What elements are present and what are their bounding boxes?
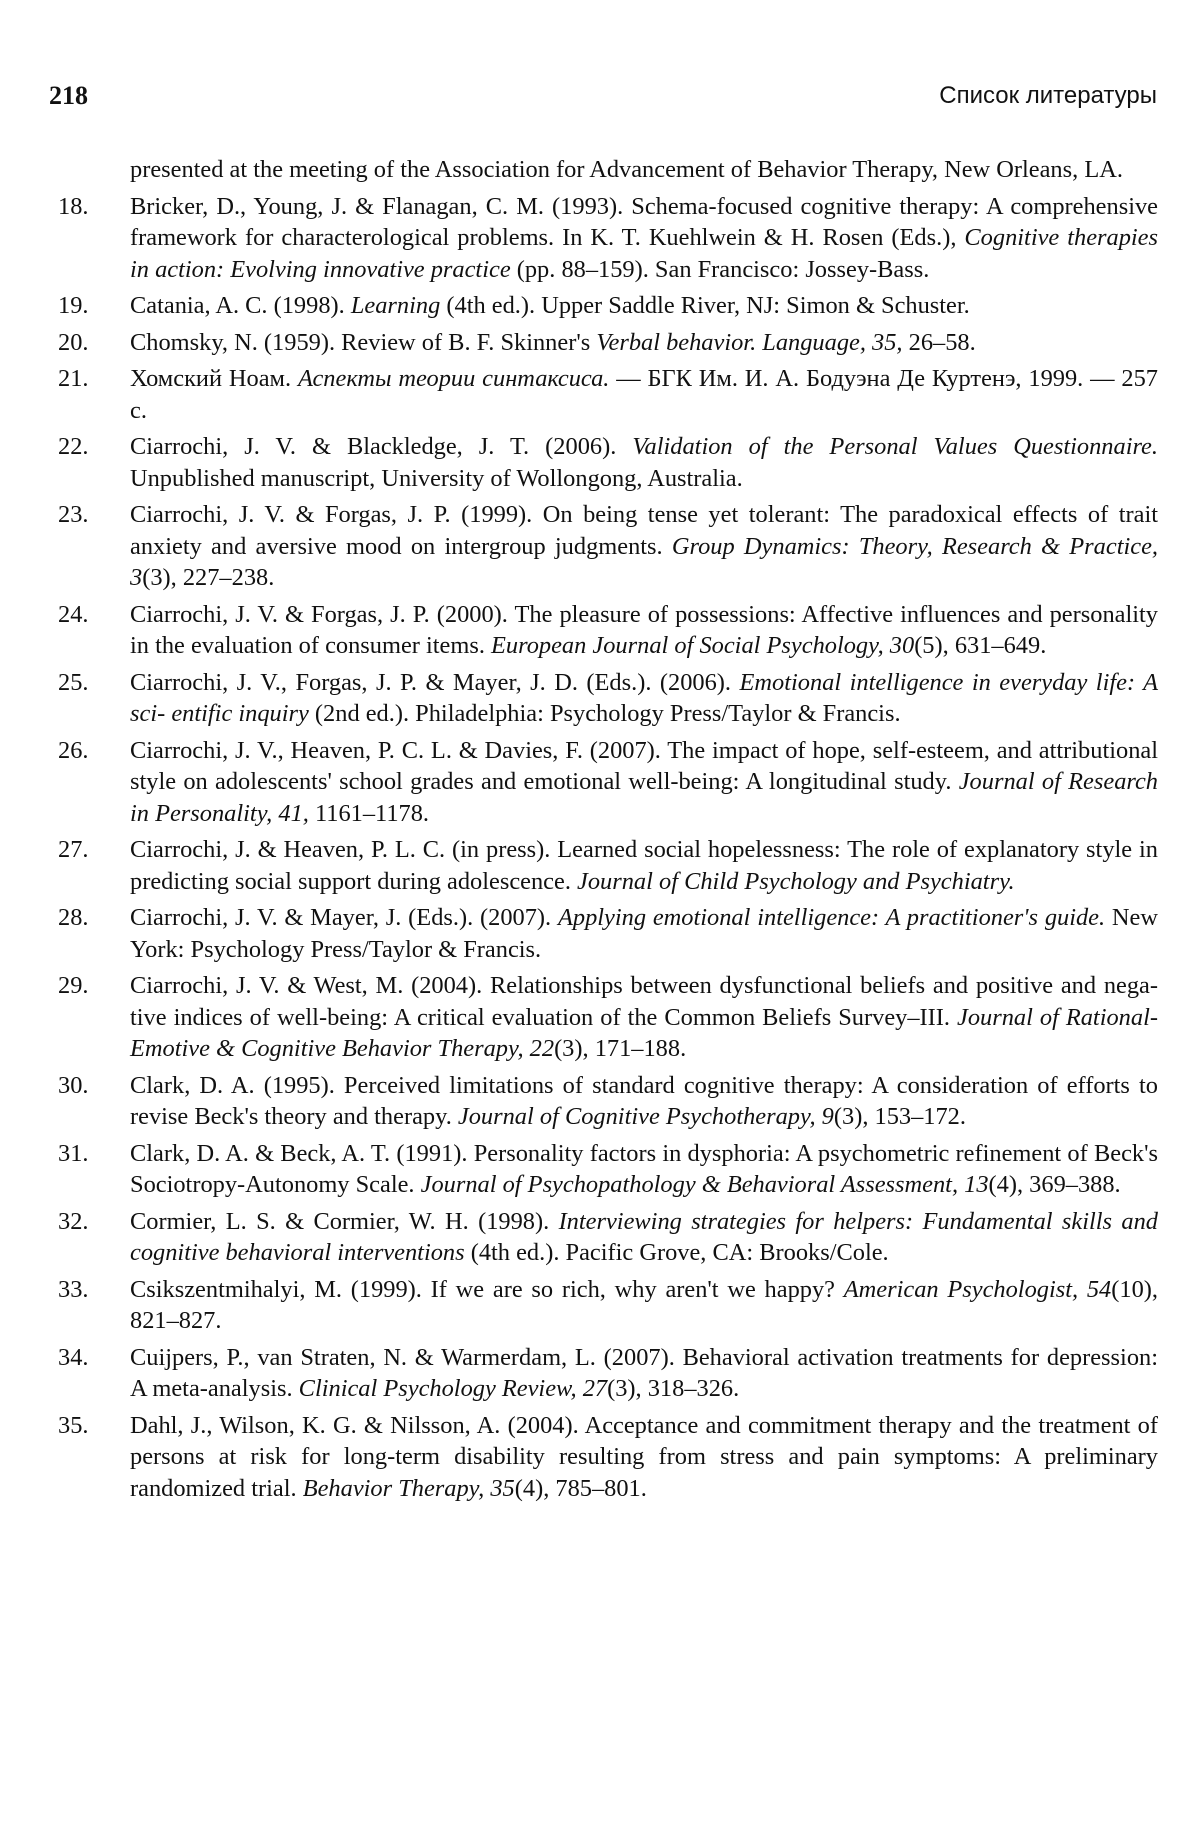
reference-text: (4th ed.). Pacific Grove, CA: Brooks/Cole. — [464, 1239, 889, 1266]
reference-item — [58, 1274, 1158, 1337]
reference-number: 35. — [58, 1411, 89, 1439]
reference-text: (10), 821–827. — [130, 1275, 1158, 1334]
reference-item — [58, 191, 1158, 286]
page-number: 218 — [49, 81, 88, 110]
reference-text: Chomsky, N. (1959). Review of B. F. Skinner's — [130, 328, 597, 356]
reference-item — [58, 667, 1158, 730]
reference-number: 24. — [58, 600, 89, 628]
reference-item — [58, 1206, 1158, 1269]
running-head: Список литературы — [939, 82, 1157, 109]
reference-text: (2nd ed.). Philadelphia: Psychology Press/Taylor & Francis. — [308, 700, 901, 727]
reference-text: (4), 369–388. — [988, 1171, 1121, 1198]
reference-item — [58, 1070, 1158, 1133]
reference-number: 31. — [58, 1139, 89, 1167]
reference-italic-text: Behavior Therapy, 35 — [302, 1474, 515, 1502]
reference-item — [58, 290, 1158, 322]
reference-item — [58, 431, 1158, 494]
reference-number: 19. — [58, 292, 89, 319]
reference-text: (5), 631–649. — [914, 632, 1047, 659]
reference-italic-text: Journal of Research in Personality, 41, — [130, 768, 1158, 827]
reference-italic-text: Emotional intelligence in everyday life: A sci- entific inquiry — [130, 668, 1158, 727]
reference-text: presented at the meeting of the Association for Advancement of Behavior Therapy, New Orleans, LA. — [130, 156, 1123, 183]
reference-item — [58, 499, 1158, 594]
reference-text: Clark, D. A. & Beck, A. T. (1991). Personality factors in dysphoria: A psychometric refinement of Beck's Sociotropy-Autonomy Scale. — [130, 1139, 1158, 1198]
reference-text: Unpublished manuscript, University of Wollongong, Australia. — [130, 464, 743, 492]
reference-text: Ciarrochi, J. V. & Forgas, J. P. (2000). The pleasure of possessions: Affective influences and personality in the evaluation of consumer items. — [130, 600, 1158, 659]
reference-text: — БГК Им. И. А. Бодуэна Де Куртенэ, 1999. — 257 с. — [130, 365, 1158, 424]
reference-italic-text: Group Dynamics: Theory, Research & Practice, 3 — [130, 532, 1158, 591]
reference-italic-text: Interviewing strategies for helpers: Fundamental skills and cognitive behavioral interventions — [130, 1207, 1158, 1266]
reference-item — [58, 599, 1158, 662]
reference-italic-text: Applying emotional intelligence: A practitioner's guide. — [557, 904, 1106, 931]
reference-text: Bricker, D., Young, J. & Flanagan, C. M. (1993). Schema-focused cognitive therapy: A comprehensive framework for characterological problems. In K. T. Kuehlwein & H. Rosen (Eds.), — [130, 192, 1158, 251]
reference-text: Catania, A. C. (1998). — [130, 292, 351, 319]
reference-italic-text: Journal of Rational- Emotive & Cognitive Behavior Therapy, 22 — [130, 1003, 1158, 1062]
reference-item — [58, 363, 1158, 426]
reference-text: New York: Psychology Press/Taylor & Francis. — [130, 904, 1158, 963]
reference-text: Ciarrochi, J. V., Heaven, P. C. L. & Davies, F. (2007). The impact of hope, self-esteem, and attributional style on adolescents' school grades and emotional well-being: A longitudinal study. — [130, 736, 1158, 795]
reference-number: 30. — [58, 1071, 89, 1099]
reference-italic-text: Cognitive therapies in action: Evolving innovative practice — [130, 224, 1158, 283]
reference-number: 22. — [58, 433, 89, 460]
reference-item — [58, 735, 1158, 830]
reference-number: 29. — [58, 972, 89, 999]
reference-text: (3), 153–172. — [833, 1103, 966, 1130]
reference-italic-text: Аспекты теории синтаксиса. — [297, 365, 610, 392]
reference-list — [58, 154, 1158, 1509]
reference-italic-text: American Psychologist, 54 — [843, 1275, 1112, 1303]
reference-text: (3), 227–238. — [142, 564, 275, 591]
reference-number: 27. — [58, 836, 89, 863]
reference-text: Ciarrochi, J. & Heaven, P. L. C. (in press). Learned social hopelessness: The role of explanatory style in predicting social support during adolescence. — [130, 836, 1158, 895]
reference-number: 34. — [58, 1343, 89, 1371]
reference-text: Ciarrochi, J. V. & Blackledge, J. T. (2006). — [130, 433, 633, 460]
reference-text: 26–58. — [902, 328, 976, 356]
reference-text: Cormier, L. S. & Cormier, W. H. (1998). — [130, 1207, 559, 1235]
reference-number: 23. — [58, 501, 89, 528]
reference-text: Хомский Ноам. — [130, 365, 298, 392]
reference-item — [58, 834, 1158, 897]
reference-item — [58, 1342, 1158, 1405]
reference-italic-text: Journal of Psychopathology & Behavioral Assessment, 13 — [420, 1171, 989, 1198]
reference-text: Clark, D. A. (1995). Perceived limitations of standard cognitive therapy: A consideration of efforts to revise Beck's theory and therapy. — [130, 1071, 1158, 1130]
reference-text: (4), 785–801. — [514, 1474, 647, 1502]
reference-italic-text: Journal of Cognitive Psychotherapy, 9 — [457, 1103, 834, 1130]
reference-text: (4th ed.). Upper Saddle River, NJ: Simon & Schuster. — [440, 292, 970, 319]
reference-text: Cuijpers, P., van Straten, N. & Warmerdam, L. (2007). Behavioral activation treatments for depression: A meta-analysis. — [130, 1343, 1158, 1402]
reference-item — [58, 970, 1158, 1065]
reference-number: 18. — [58, 192, 89, 220]
reference-text: Csikszentmihalyi, M. (1999). If we are so rich, why aren't we happy? — [130, 1275, 844, 1303]
reference-text: Ciarrochi, J. V. & Mayer, J. (Eds.). (2007). — [130, 904, 558, 931]
reference-text: Ciarrochi, J. V. & West, M. (2004). Relationships between dysfunctional beliefs and positive and nega- tive indices of well-being: A critical evaluation of the Common Beliefs Survey–III. — [130, 972, 1158, 1031]
reference-item — [58, 902, 1158, 965]
reference-number: 28. — [58, 904, 89, 931]
reference-text: Dahl, J., Wilson, K. G. & Nilsson, A. (2004). Acceptance and commitment therapy and the treatment of persons at risk for long-term disability resulting from stress and pain symptoms: A preliminary randomized trial. — [130, 1411, 1158, 1502]
reference-text: 1161–1178. — [308, 799, 430, 827]
reference-text: (3), 171–188. — [554, 1035, 687, 1062]
reference-number: 25. — [58, 668, 89, 696]
reference-number: 26. — [58, 736, 89, 764]
reference-number: 32. — [58, 1207, 89, 1235]
reference-italic-text: European Journal of Social Psychology, 30 — [491, 632, 915, 659]
reference-continuation — [58, 154, 1158, 186]
reference-item — [58, 327, 1158, 359]
reference-italic-text: Verbal behavior. Language, 35, — [596, 328, 903, 356]
reference-number: 20. — [58, 328, 89, 356]
reference-text: (pp. 88–159). San Francisco: Jossey-Bass. — [510, 255, 930, 283]
reference-italic-text: Validation of the Personal Values Questionnaire. — [632, 433, 1158, 460]
reference-number: 21. — [58, 365, 89, 392]
reference-item — [58, 1410, 1158, 1505]
page-header — [49, 74, 1157, 118]
reference-item — [58, 1138, 1158, 1201]
reference-text: Ciarrochi, J. V. & Forgas, J. P. (1999). On being tense yet tolerant: The paradoxical effects of trait anxiety and aversive mood on intergroup judgments. — [130, 501, 1158, 560]
reference-text: Ciarrochi, J. V., Forgas, J. P. & Mayer, J. D. (Eds.). (2006). — [130, 668, 740, 696]
reference-italic-text: Clinical Psychology Review, 27 — [298, 1375, 608, 1402]
reference-number: 33. — [58, 1275, 89, 1303]
reference-italic-text: Journal of Child Psychology and Psychiatry. — [577, 867, 1015, 895]
reference-italic-text: Learning — [350, 292, 441, 319]
reference-text: (3), 318–326. — [607, 1375, 740, 1402]
